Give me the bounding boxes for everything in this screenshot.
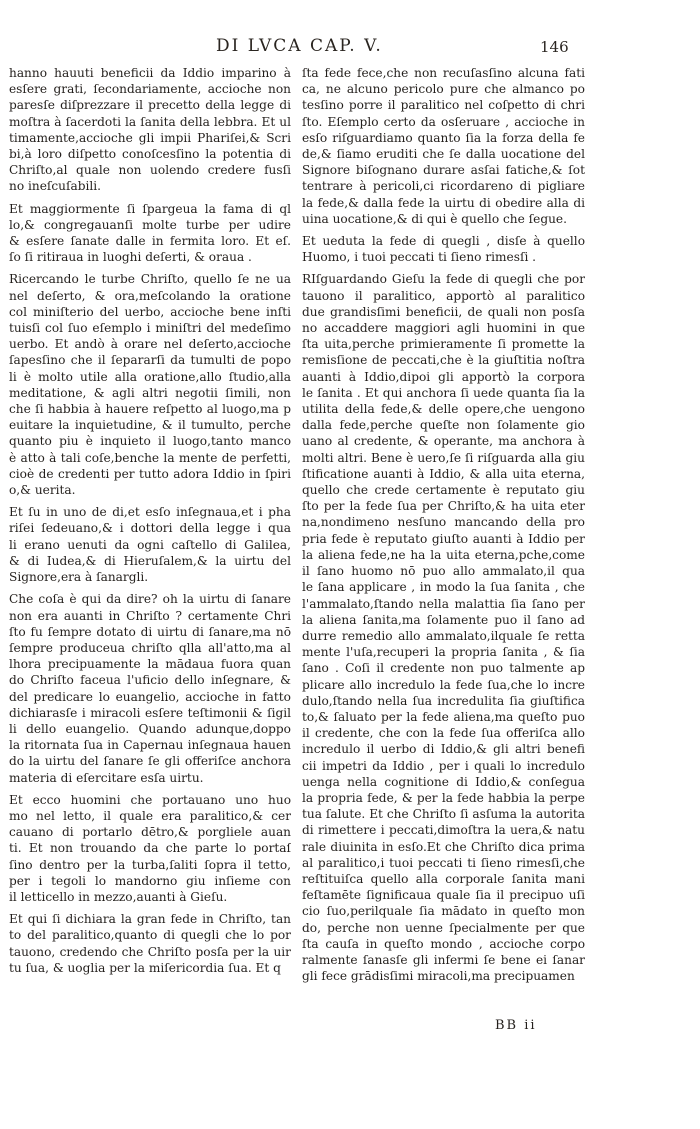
text-line: ralmente ſanasſe gli infermi ſe bene ei ſanar <box>302 952 585 967</box>
text-line: ca, ne alcuno pericolo pure che almanco po <box>302 82 585 97</box>
text-line: la aliena fede,ne ha la uita eterna,pche,come <box>302 547 585 562</box>
text-line: bi,à loro diſpetto conoſcesſino la potentia di <box>9 147 291 162</box>
text-line: euitare la inquietudine, & il tumulto, perche <box>9 418 291 433</box>
text-line: de,& ſiamo eruditi che ſe dalla uocatione del <box>302 147 585 162</box>
faded-library-stamp <box>28 1024 62 1034</box>
text-line: dichiarasſe i miracoli esſere teſtimonii & ſigil <box>9 705 291 720</box>
text-line: ſto. Eſemplo certo da osſeruare , accioche in <box>302 114 585 129</box>
paragraph <box>302 271 585 984</box>
text-line: le ſanita . Et qui anchora ſi uede quanta ſia la <box>302 385 585 400</box>
text-line: moſtra à ſacerdoti la ſanita della lebbra. Et ul <box>9 114 291 129</box>
text-line: di rimettere i peccati,dimoſtra la uera,& natu <box>302 823 585 838</box>
text-line: tauono il paralitico, apportò al paralitico <box>302 288 585 303</box>
text-line: cii impetri da Iddio , per i quali lo incredulo <box>302 758 585 773</box>
text-line: col miniſterio del uerbo, accioche bene inſti <box>9 304 291 319</box>
text-line: ſano . Coſi il credente non puo talmente ap <box>302 661 585 676</box>
text-line: del predicare lo euangelio, accioche in fatto <box>9 689 291 704</box>
text-line: Che coſa è qui da dire? oh la uirtu di ſanare <box>9 592 291 607</box>
text-line: no accaddere maggiori agli huomini in que <box>302 321 585 336</box>
text-line: to,& ſaluato per la fede aliena,ma queſto puo <box>302 709 585 724</box>
text-line: Signore biſognano durare asſai fatiche,& ſot <box>302 163 585 178</box>
text-line: Ricercando le turbe Chriſto, quello ſe ne ua <box>9 272 291 287</box>
text-line: & esſere ſanate dalle in fermita loro. Et eſ. <box>9 234 291 249</box>
paragraph <box>9 201 291 266</box>
text-line: uina uocatione,& di qui è quello che ſegue. <box>302 211 567 226</box>
text-line: esſo riſguardiamo quanto ſia la forza della fe <box>302 130 585 145</box>
text-line: lo,& congregauanſi molte turbe per udire <box>9 217 291 232</box>
text-line: meditatione, & agli altri negotii ſimili, non <box>9 385 291 400</box>
paragraph <box>9 504 291 585</box>
text-line: Et ueduta la fede di quegli , disſe à quello <box>302 234 585 249</box>
text-line: tesſino porre il paralitico nel coſpetto di chri <box>302 98 585 113</box>
text-line: tu ſua, & uoglia per la miſericordia ſua. Et q <box>9 960 281 975</box>
text-line: il letticello in mezzo,auanti à Gieſu. <box>9 889 228 904</box>
text-line: uenga nella cognitione di Iddio,& conſegua <box>302 774 585 789</box>
right-text-column <box>302 65 585 990</box>
text-line: l'ammalato,ſtando nella malattia ſia ſano per <box>302 596 585 611</box>
text-line: dulo,ſtando nella ſua incredulita ſia giuſtifica <box>302 693 585 708</box>
page-header <box>0 34 700 62</box>
text-line: li dello euangelio. Quando adunque,doppo <box>9 721 291 736</box>
text-line: la propria fede, & per la fede habbia la perpe <box>302 790 585 805</box>
text-line: RIſguardando Gieſu la fede di quegli che por <box>302 272 585 287</box>
text-line: materia di eſercitare esſa uirtu. <box>9 770 204 785</box>
text-line: per i tegoli lo mandorno giu inſieme con <box>9 873 291 888</box>
text-line: ſapesſino che il ſepararſi da tumulti de popo <box>9 353 291 368</box>
text-line: tauono, credendo che Chriſto posſa per la uir <box>9 944 291 959</box>
text-line: la aliena ſanita,ma ſolamente puo il ſano ad <box>302 612 585 627</box>
text-line: mo nel letto, il quale era paralitico,& cer <box>9 808 291 823</box>
text-line: Chriſto,al quale non uolendo credere fusſi <box>9 163 291 178</box>
paragraph <box>9 65 291 195</box>
text-line: durre remedio allo ammalato,ilquale ſe retta <box>302 628 585 643</box>
text-line: ſta uita,perche primieramente ſi promette la <box>302 337 585 352</box>
text-line: remisſione de peccati,che è la giuſtitia noſtra <box>302 353 585 368</box>
text-line: pria fede è reputato giuſto auanti à Iddio per <box>302 531 585 546</box>
text-line: ſta fede fece,che non recuſasſino alcuna fati <box>302 66 585 80</box>
text-line: Et ſu in uno de di,et esſo inſegnaua,et i pha <box>9 505 291 520</box>
text-line: do Chriſto faceua l'uficio dello inſegnare, & <box>9 673 291 688</box>
text-line: riſei ſedeuano,& i dottori della legge i qua <box>9 521 291 536</box>
text-line: gli fece grādisſimi miracoli,ma precipuamen <box>302 969 575 984</box>
text-line: incredulo il uerbo di Iddio,& gli altri benefi <box>302 742 585 757</box>
text-line: quanto piu è inquieto il luogo,tanto manco <box>9 434 291 449</box>
text-line: due grandisſimi beneficii, de quali non posſa <box>302 304 585 319</box>
text-line: la fede,& dalla fede la uirtu di obedire alla di <box>302 195 585 210</box>
paragraph <box>9 911 291 976</box>
text-line: cio ſuo,perilquale ſia mādato in queſto mon <box>302 904 585 919</box>
text-line: Et qui ſi dichiara la gran fede in Chriſto, tan <box>9 912 291 927</box>
text-line: la ritornata ſua in Capernau inſegnaua hauen <box>9 738 291 753</box>
text-line: Huomo, i tuoi peccati ti ſieno rimesſi . <box>302 250 537 265</box>
text-line: plicare allo incredulo la fede ſua,che lo incre <box>302 677 585 692</box>
text-line: do, perche non uenne ſpecialmente per que <box>302 920 585 935</box>
text-line: Et ecco huomini che portauano uno huo <box>9 792 291 807</box>
text-line: no ineſcuſabili. <box>9 179 101 194</box>
text-line: rale diuinita in esſo.Et che Chriſto dica prima <box>302 839 585 854</box>
paragraph <box>9 271 291 498</box>
text-line: uerbo. Et andò à orare nel deſerto,accioche <box>9 337 291 352</box>
text-line: ſempre produceua chriſto qlla all'atto,ma al <box>9 640 291 655</box>
text-line: uano al credente, & operante, ma anchora à <box>302 434 585 449</box>
text-line: Et maggiormente ſi ſpargeua la fama di ql <box>9 201 291 216</box>
text-line: Signore,era à ſanargli. <box>9 570 149 585</box>
paragraph <box>302 233 585 265</box>
text-line: do la uirtu del ſanare ſe gli offeriſce anchora <box>9 754 291 769</box>
text-line: ſto per la fede ſua per Chriſto,& ha uita eter <box>302 499 585 514</box>
text-line: ſta cauſa in queſto mondo , accioche corpo <box>302 936 585 951</box>
text-line: utilita della fede,& delle opere,che uengono <box>302 402 585 417</box>
text-line: non era auanti in Chriſto ? certamente Chri <box>9 608 291 623</box>
running-head: DI LVCA CAP. V. <box>216 36 383 56</box>
left-text-column <box>9 65 291 982</box>
text-line: molti altri. Bene è uero,ſe ſi riſguarda alla giu <box>302 450 585 465</box>
text-line: li erano uenuti da ogni caſtello di Galilea, <box>9 537 291 552</box>
text-line: lhora precipuamente la mādaua fuora quan <box>9 657 291 672</box>
paragraph <box>302 65 585 227</box>
text-line: quello che crede certamente è reputato giu <box>302 483 585 498</box>
text-line: li è molto utile alla oratione,allo ſtudio,alla <box>9 369 291 384</box>
text-line: dalla fede,perche queſte non ſolamente gio <box>302 418 585 433</box>
text-line: ſino dentro per la turba,ſaliti ſopra il tetto, <box>9 857 291 872</box>
text-line: tentrare à pericoli,ci ricordareno di pigliare <box>302 179 585 194</box>
text-line: o,& uerita. <box>9 483 76 498</box>
text-line: mente l'uſa,recuperi la propria ſanita , & ſia <box>302 645 585 660</box>
text-line: reſtituiſca quello alla corporale ſanita mani <box>302 871 585 886</box>
text-line: esſere grati, ſecondariamente, accioche non <box>9 82 291 97</box>
paragraph <box>9 792 291 905</box>
signature-mark: BB ii <box>495 1018 537 1033</box>
text-line: è atto à tali coſe,benche la mente de perfetti, <box>9 450 291 465</box>
text-line: cauano di portarlo dētro,& porgliele auan <box>9 825 291 840</box>
page-number: 146 <box>540 38 569 56</box>
text-line: & di Iudea,& di Hieruſalem,& la uirtu del <box>9 553 291 568</box>
text-line: hanno hauuti beneficii da Iddio imparino à <box>9 66 291 80</box>
text-line: na,nondimeno nesſuno mancando della pro <box>302 515 585 530</box>
text-line: al paralitico,i tuoi peccati ti ſieno rimesſi,che <box>302 855 585 870</box>
paragraph <box>9 591 291 785</box>
text-line: che ſi habbia à hauere reſpetto al luogo,ma p <box>9 402 291 417</box>
text-line: cioè de credenti per tutto adora Iddio in ſpiri <box>9 466 291 481</box>
text-line: nel deſerto, & ora,meſcolando la oratione <box>9 288 291 303</box>
text-line: auanti à Iddio,dipoi gli apportò la corpora <box>302 369 585 384</box>
text-line: to del paralitico,quanto di quegli che lo por <box>9 928 291 943</box>
text-line: ſto fu ſempre dotato di uirtu di ſanare,ma nō <box>9 624 291 639</box>
text-line: ſtificatione auanti à Iddio, & alla uita eterna, <box>302 466 585 481</box>
text-line: le ſana applicare , in modo la ſua ſanita , che <box>302 580 585 595</box>
text-line: feſtamēte ſignificaua quale ſia il precipuo uſi <box>302 888 585 903</box>
text-line: ſo ſi ritiraua in luoghi deſerti, & oraua . <box>9 250 252 265</box>
text-line: tua ſalute. Et che Chriſto ſi asſuma la autorita <box>302 807 585 822</box>
text-line: il credente, che con la fede ſua offeriſca allo <box>302 726 585 741</box>
text-line: timamente,accioche gli impii Phariſei,& Scri <box>9 130 291 145</box>
text-line: tuisſi col ſuo eſemplo i miniſtri del medeſimo <box>9 321 291 336</box>
text-line: paresſe diſprezzare il precetto della legge di <box>9 98 291 113</box>
text-line: ti. Et non trouando da che parte lo portaſ <box>9 841 291 856</box>
text-line: il ſano huomo nō puo allo ammalato,il qua <box>302 564 585 579</box>
